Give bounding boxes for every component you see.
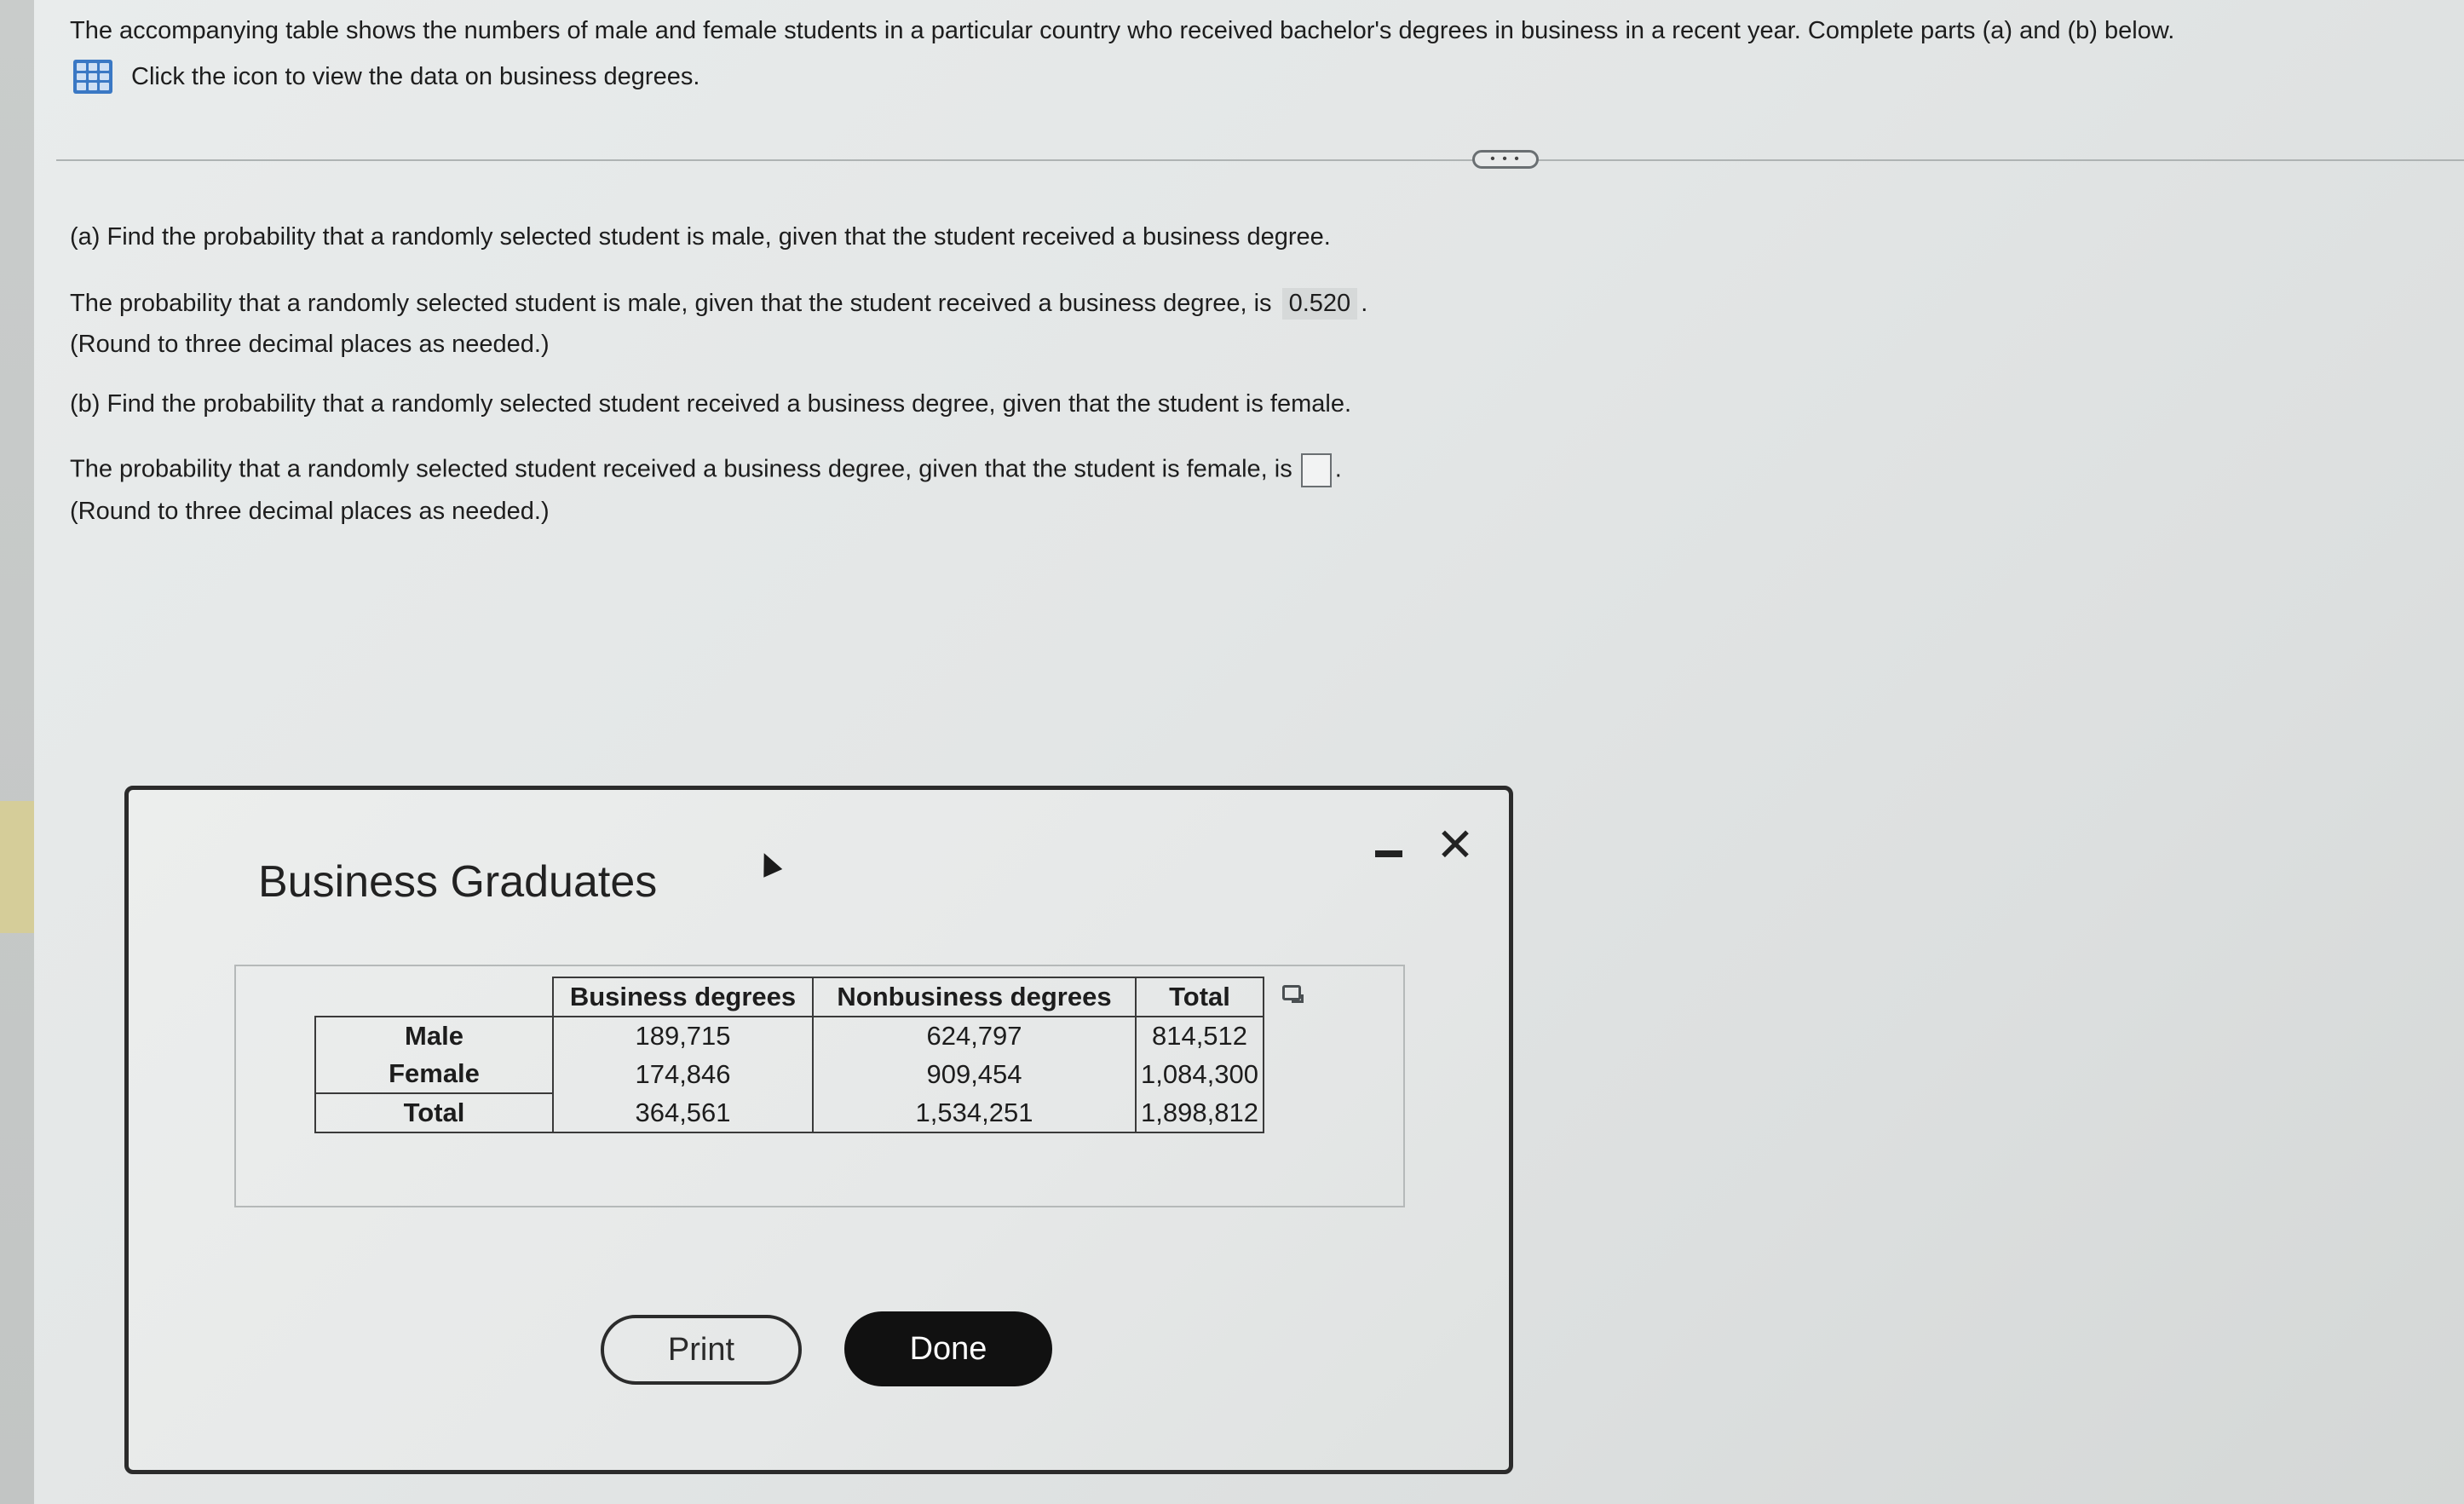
table-cell: 1,898,812 [1136,1093,1264,1132]
part-a-question: (a) Find the probability that a randomly selected student is male, given that the student received a business degree. [70,223,1331,251]
question-prompt: The accompanying table shows the numbers of male and female students in a particular country who received bachelor's degrees in business in a recent year. Complete parts (a) and (b) below. [70,17,2175,44]
part-b-round-note: (Round to three decimal places as needed.) [70,498,550,525]
row-label: Total [315,1093,553,1132]
dialog-title: Business Graduates [258,857,658,907]
data-table [314,977,1264,1133]
column-header: Nonbusiness degrees [813,977,1136,1017]
part-b-statement: The probability that a randomly selected student received a business degree, given that the student is female, is [70,455,1292,483]
table-row [315,1093,1264,1132]
part-a-round-note: (Round to three decimal places as needed.) [70,331,550,358]
print-button[interactable]: Print [601,1315,802,1385]
table-row [315,1017,1264,1055]
column-header: Total [1136,977,1264,1017]
minimize-icon[interactable] [1374,843,1403,865]
table-row [315,1055,1264,1093]
table-cell: 174,846 [553,1055,813,1093]
left-strip [0,0,34,1504]
column-header: Business degrees [553,977,813,1017]
data-link-text[interactable]: Click the icon to view the data on business degrees. [131,62,700,90]
row-label: Male [315,1017,553,1055]
table-cell: 624,797 [813,1017,1136,1055]
table-grid-icon[interactable] [73,60,112,94]
business-graduates-dialog [124,786,1513,1474]
section-divider [56,159,2464,161]
copy-icon[interactable] [1282,985,1301,1000]
table-cell: 909,454 [813,1055,1136,1093]
close-icon[interactable]: ✕ [1436,820,1475,871]
table-cell: 189,715 [553,1017,813,1055]
table-cell: 1,084,300 [1136,1055,1264,1093]
part-b-statement-line [70,453,1342,487]
table-cell: 1,534,251 [813,1093,1136,1132]
part-b-question: (b) Find the probability that a randomly selected student received a business degree, given that the student is female. [70,390,1352,418]
done-button[interactable]: Done [844,1311,1052,1386]
part-a-statement-line [70,288,1367,320]
data-link[interactable] [73,60,699,94]
table-cell: 364,561 [553,1093,813,1132]
part-a-end: . [1361,290,1368,317]
more-button[interactable]: • • • [1472,150,1539,169]
row-label: Female [315,1055,553,1093]
part-b-answer-input[interactable] [1301,453,1332,487]
side-tab [0,801,34,933]
table-cell: 814,512 [1136,1017,1264,1055]
part-b-end: . [1334,455,1342,483]
part-a-statement: The probability that a randomly selected student is male, given that the student received a business degree, is [70,290,1272,317]
table-corner [315,977,553,1017]
table-panel [234,965,1405,1207]
part-a-answer[interactable]: 0.520 [1282,288,1358,320]
